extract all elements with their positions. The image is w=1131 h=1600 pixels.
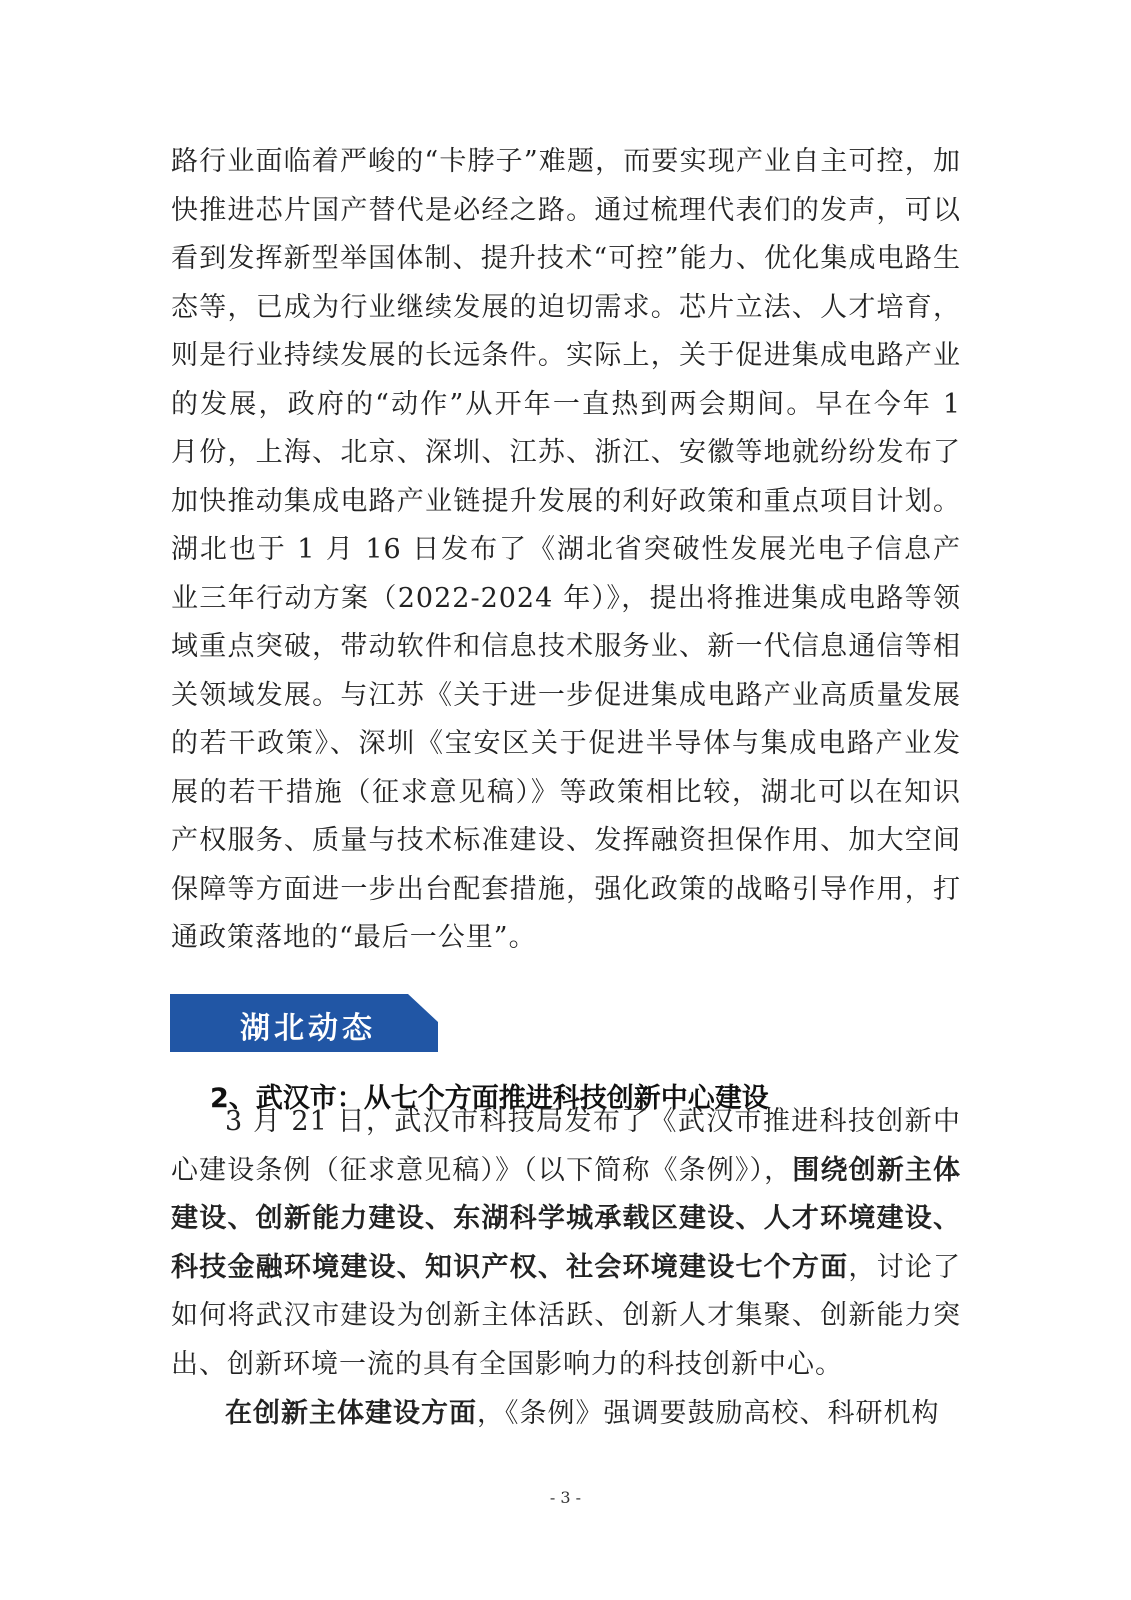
- article-paragraph-2-bold: 在创新主体建设方面: [225, 1398, 477, 1429]
- article-paragraph-1-bold: 围绕创新主体建设、创新能力建设、东湖科学城承载区建设、人才环境建设、科技金融环境建设、知识产权、社会环境建设七个方面: [171, 1154, 962, 1283]
- article-paragraph-1: [171, 1098, 961, 1389]
- body-paragraph: 路行业面临着严峻的“卡脖子”难题，而要实现产业自主可控，加快推进芯片国产替代是必经之路。通过梳理代表们的发声，可以看到发挥新型举国体制、提升技术“可控”能力、优化集成电路生态等，已成为行业继续发展的迫切需求。芯片立法、人才培育，则是行业持续发展的长远条件。实际上，关于促进集成电路产业的发展，政府的“动作”从开年一直热到两会期间。早在今年 1 月份，上海、北京、深圳、江苏、浙江、安徽等地就纷纷发布了加快推动集成电路产业链提升发展的利好政策和重点项目计划。湖北也于 1 月 16 日发布了《湖北省突破性发展光电子信息产业三年行动方案（2022-2024 年）》，提出将推进集成电路等领域重点突破，带动软件和信息技术服务业、新一代信息通信等相关领域发展。与江苏《关于进一步促进集成电路产业高质量发展的若干政策》、深圳《宝安区关于促进半导体与集成电路产业发展的若干措施（征求意见稿）》等政策相比较，湖北可以在知识产权服务、质量与技术标准建设、发挥融资担保作用、加大空间保障等方面进一步出台配套措施，强化政策的战略引导作用，打通政策落地的“最后一公里”。: [171, 146, 961, 953]
- article-paragraph-2: [171, 1390, 961, 1439]
- page-number: - 3 -: [549, 1488, 582, 1507]
- article-paragraph-1-tail: ，讨论了如何将武汉市建设为创新主体活跃、创新人才集聚、创新能力突出、创新环境一流的具有全国影响力的科技创新中心。: [171, 1251, 962, 1380]
- section-banner-label: 湖北动态: [240, 1011, 376, 1046]
- article-heading: 2、武汉市：从七个方面推进科技创新中心建设: [210, 1083, 769, 1114]
- article-paragraph-2-text: ，《条例》强调要鼓励高校、科研机构: [477, 1398, 940, 1429]
- section-banner: [170, 994, 450, 1052]
- article-paragraph-1-text: 3 月 21 日，武汉市科技局发布了《武汉市推进科技创新中心建设条例（征求意见稿）》（以下简称《条例》），: [171, 1106, 961, 1186]
